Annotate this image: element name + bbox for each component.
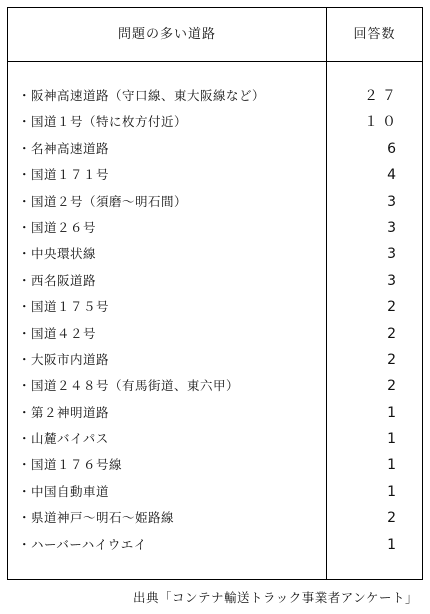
table-row xyxy=(8,426,422,452)
response-count: 1 xyxy=(387,536,400,553)
road-name: ・国道２４８号（有馬街道、東六甲） xyxy=(18,378,240,394)
road-name: ・国道２６号 xyxy=(18,219,97,235)
table-row xyxy=(8,189,422,215)
response-count: 1 xyxy=(387,457,400,474)
response-count: １０ xyxy=(364,114,400,131)
road-name: ・第２神明道路 xyxy=(18,404,110,420)
response-count: 6 xyxy=(387,140,400,157)
response-count: 3 xyxy=(387,272,400,289)
road-name: ・県道神戸～明石～姫路線 xyxy=(18,510,175,526)
table-row xyxy=(8,452,422,478)
table-row xyxy=(8,321,422,347)
table-row xyxy=(8,162,422,188)
table-row xyxy=(8,347,422,373)
response-count: 1 xyxy=(387,431,400,448)
road-name: ・西名阪道路 xyxy=(18,272,97,288)
response-count: 2 xyxy=(387,351,400,368)
table-row xyxy=(8,505,422,531)
road-name: ・国道２号（須磨～明石間） xyxy=(18,193,188,209)
table-row xyxy=(8,294,422,320)
table-row xyxy=(8,136,422,162)
header-problem-roads: 問題の多い道路 xyxy=(117,27,216,42)
road-name: ・ハーバーハイウエイ xyxy=(18,536,147,552)
table-body xyxy=(8,83,422,558)
table-row xyxy=(8,215,422,241)
response-count: 3 xyxy=(387,193,400,210)
response-count: 2 xyxy=(387,325,400,342)
table-row xyxy=(8,479,422,505)
road-name: ・阪神高速道路（守口線、東大阪線など） xyxy=(18,88,266,103)
road-name: ・名神高速道路 xyxy=(18,140,110,156)
road-name: ・国道１７６号線 xyxy=(18,457,123,473)
table-row xyxy=(8,373,422,399)
source-note: 出典「コンテナ輸送トラック事業者アンケート」 xyxy=(132,590,418,605)
table-row xyxy=(8,241,422,267)
table-row xyxy=(8,532,422,558)
response-count: 3 xyxy=(387,219,400,236)
survey-table xyxy=(7,7,423,580)
table-header-row xyxy=(8,8,422,62)
road-name: ・中国自動車道 xyxy=(18,483,110,499)
road-name: ・中央環状線 xyxy=(18,246,97,262)
response-count: 1 xyxy=(387,404,400,421)
response-count: 2 xyxy=(387,510,400,527)
response-count: 4 xyxy=(387,167,400,184)
response-count: 2 xyxy=(387,299,400,316)
table-row xyxy=(8,268,422,294)
response-count: ２７ xyxy=(364,88,400,104)
road-name: ・国道１７１号 xyxy=(18,167,110,183)
response-count: 3 xyxy=(387,246,400,263)
road-name: ・国道１号（特に枚方付近） xyxy=(18,114,188,130)
road-name: ・山麓バイパス xyxy=(18,431,109,447)
table-row xyxy=(8,83,422,109)
road-name: ・国道１７５号 xyxy=(18,299,110,315)
table-row xyxy=(8,109,422,135)
header-response-count: 回答数 xyxy=(353,27,396,42)
response-count: 2 xyxy=(387,378,400,395)
road-name: ・大阪市内道路 xyxy=(18,351,110,367)
response-count: 1 xyxy=(387,483,400,500)
table-row xyxy=(8,400,422,426)
road-name: ・国道４２号 xyxy=(18,325,97,341)
